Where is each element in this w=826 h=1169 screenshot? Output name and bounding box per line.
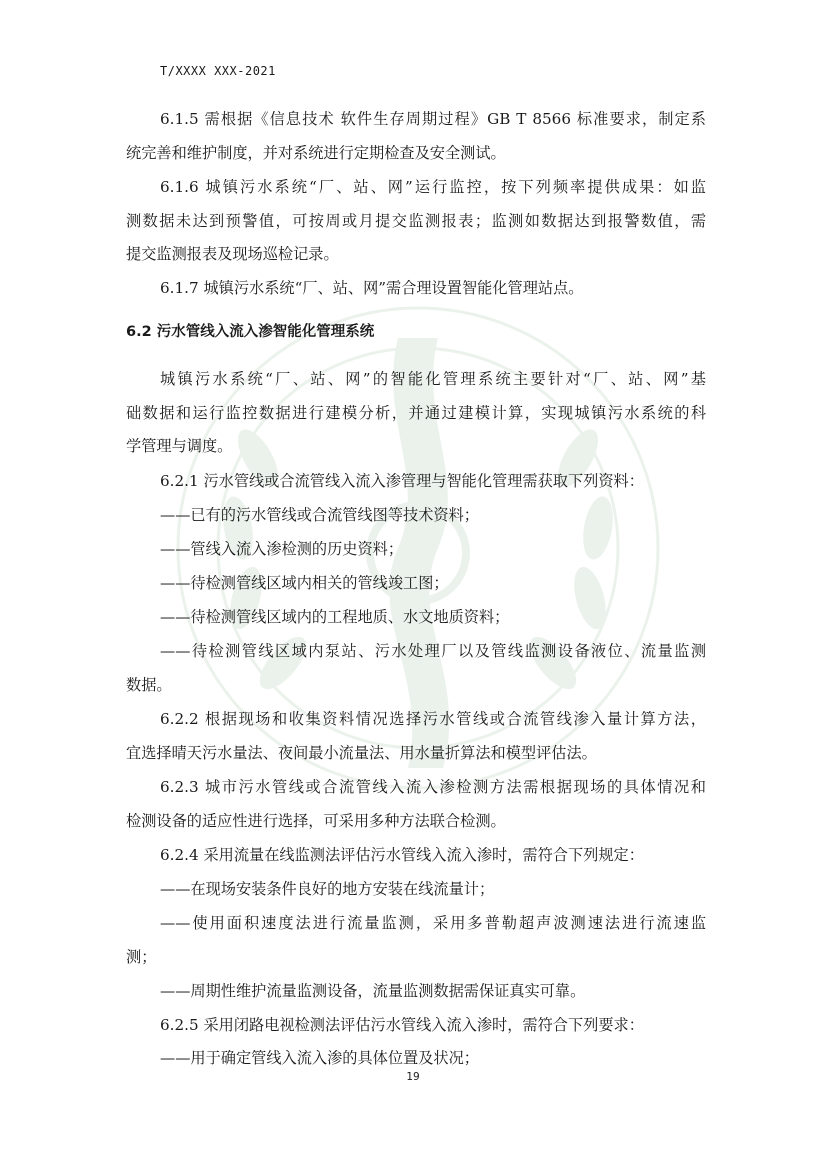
list-item: ——待检测管线区域内相关的管线竣工图； [160,574,449,592]
paragraph-line: 宜选择晴天污水量法、夜间最小流量法、用水量折算法和模型评估法。 [126,744,597,762]
list-item: ——周期性维护流量监测设备，流量监测数据需保证真实可靠。 [160,982,586,1000]
section-heading: 6.2 污水管线入流入渗智能化管理系统 [126,324,375,340]
paragraph-line: 城镇污水系统“厂、站、网”的智能化管理系统主要针对“厂、站、网”基 [160,370,706,388]
paragraph-line: 6.2.3 城市污水管线或合流管线入流入渗检测方法需根据现场的具体情况和 [160,778,706,796]
paragraph-line: 6.2.1 污水管线或合流管线入流入渗管理与智能化管理需获取下列资料： [160,472,644,490]
paragraph-line: 6.1.6 城镇污水系统“厂、站、网”运行监控，按下列频率提供成果：如监 [160,178,706,196]
list-item: ——管线入流入渗检测的历史资料； [160,540,403,558]
list-item: 测； [126,948,157,966]
list-item: 数据。 [126,676,172,694]
list-item: ——待检测管线区域内的工程地质、水文地质资料； [160,608,510,626]
paragraph-line: 统完善和维护制度，并对系统进行定期检查及安全测试。 [126,144,506,162]
paragraph-line: 6.2.5 采用闭路电视检测法评估污水管线入流入渗时，需符合下列要求： [160,1016,644,1034]
paragraph-line: 础数据和运行监控数据进行建模分析，并通过建模计算，实现城镇污水系统的科 [126,404,706,422]
list-item: ——使用面积速度法进行流量监测，采用多普勒超声波测速法进行流速监 [160,914,706,932]
page-number: 19 [406,1071,420,1083]
paragraph-line: 6.1.5 需根据《信息技术 软件生存周期过程》GB T 8566 标准要求，制定系 [160,110,706,128]
list-item: ——用于确定管线入流入渗的具体位置及状况； [160,1049,479,1067]
paragraph-line: 6.1.7 城镇污水系统“厂、站、网”需合理设置智能化管理站点。 [160,279,584,297]
paragraph-line: 学管理与调度。 [126,437,233,455]
paragraph-line: 提交监测报表及现场巡检记录。 [126,245,339,263]
paragraph-line: 6.2.2 根据现场和收集资料情况选择污水管线或合流管线渗入量计算方法， [160,710,706,728]
paragraph-line: 测数据未达到预警值，可按周或月提交监测报表；监测如数据达到报警数值，需 [126,212,706,230]
list-item: ——在现场安装条件良好的地方安装在线流量计； [160,880,495,898]
paragraph-line: 6.2.4 采用流量在线监测法评估污水管线入流入渗时，需符合下列规定： [160,846,644,864]
document-code-header: T/XXXX XXX-2021 [160,64,276,78]
list-item: ——待检测管线区域内泵站、污水处理厂以及管线监测设备液位、流量监测 [160,642,706,660]
paragraph-line: 检测设备的适应性进行选择，可采用多种方法联合检测。 [126,812,506,830]
list-item: ——已有的污水管线或合流管线图等技术资料； [160,506,479,524]
